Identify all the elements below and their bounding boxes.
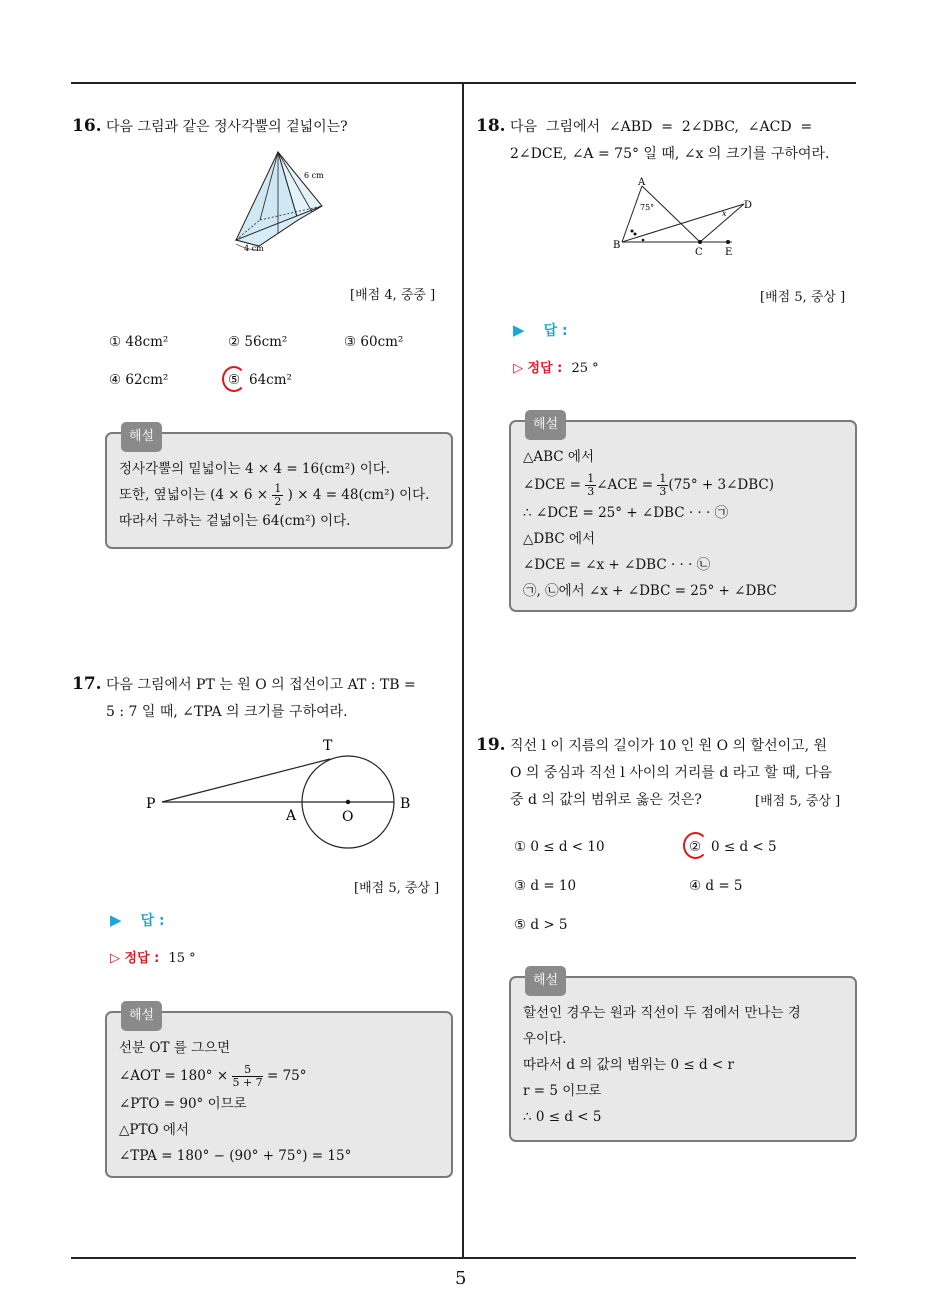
q19-selected-circle [683, 832, 708, 859]
q18-fig-C: C [695, 247, 703, 258]
q17-sol-line-2: ∠AOT = 180° × $\frac{5}{5 + 7}$ = 75° [119, 1063, 307, 1089]
q17-correct-label: ▷ 정답 : [110, 951, 160, 966]
page-number: 5 [455, 1268, 467, 1289]
q17-sol-line-4: △PTO 에서 [119, 1122, 189, 1138]
q18-fig-E: E [725, 247, 733, 258]
q19-choice-2-value[interactable]: 0 ≤ d < 5 [711, 839, 777, 855]
q17-answer-row[interactable] [110, 910, 165, 930]
q16-solution-box [105, 429, 453, 549]
q17-line-1: 다음 그림에서 PT 는 원 O 의 접선이고 AT : TB = [106, 677, 416, 693]
q18-sol-fraction-2: $\frac{1}{3}$ [659, 472, 667, 498]
q16-choice-5-value[interactable]: 64cm² [249, 372, 292, 388]
q18-fig-B: B [613, 240, 621, 251]
q19-choice-3[interactable]: ③ d = 10 [514, 878, 577, 894]
q17-sol-line-5: ∠TPA = 180° − (90° + 75°) = 15° [119, 1148, 352, 1164]
q16-number: 16. [72, 116, 102, 136]
q18-meta: [배점 5, 중상 ] [760, 290, 846, 305]
q17-circle-figure [140, 732, 430, 857]
q16-choice-2[interactable]: ② 56cm² [228, 334, 288, 350]
q16-solution-tag: 해설 [121, 422, 162, 452]
q18-sol-line-5: ∠DCE = ∠x + ∠DBC · · · ㉡ [523, 557, 711, 573]
q17-sol-fraction: $\frac{5}{5 + 7}$ [232, 1063, 263, 1089]
q19-solution-box [509, 973, 857, 1142]
q19-sol-line-5: ∴ 0 ≤ d < 5 [523, 1109, 602, 1125]
q17-fig-P: P [146, 796, 156, 812]
q18-sol-line-2: ∠DCE = $\frac{1}{3}$ ∠ACE = $\frac{1}{3}$ (75° + 3∠DBC) [523, 472, 774, 498]
q19-choice-2-marker[interactable]: ② [689, 839, 702, 855]
q16-pyramid-figure [230, 148, 330, 258]
q19-choice-4[interactable]: ④ d = 5 [689, 878, 743, 894]
q16-sol-line-3: 따라서 구하는 겉넓이는 64(cm²) 이다. [119, 513, 351, 529]
q16-choice-1[interactable]: ① 48cm² [109, 334, 169, 350]
q17-fig-B: B [400, 796, 411, 812]
q19-meta: [배점 5, 중상 ] [755, 794, 841, 809]
q17-fig-T: T [323, 738, 333, 754]
q17-solution-tag: 해설 [121, 1001, 162, 1031]
q16-text: 다음 그림과 같은 정사각뿔의 겉넓이는? [106, 119, 348, 135]
q17-correct-row [110, 947, 196, 966]
q18-sol-line-4: △DBC 에서 [523, 531, 596, 547]
q19-sol-line-2: 우이다. [523, 1031, 567, 1047]
q19-line-3: 중 d 의 값의 범위로 옳은 것은? [510, 792, 702, 808]
column-divider [462, 84, 464, 1258]
q19-choice-5[interactable]: ⑤ d > 5 [514, 917, 568, 933]
q18-sol-line-6: ㉠, ㉡에서 ∠x + ∠DBC = 25° + ∠DBC [523, 583, 777, 599]
q18-sol-line-3: ∴ ∠DCE = 25° + ∠DBC · · · ㉠ [523, 505, 729, 521]
q18-sol-line-1: △ABC 에서 [523, 449, 595, 465]
q18-fig-D: D [744, 200, 753, 211]
q19-choice-1[interactable]: ① 0 ≤ d < 10 [514, 839, 605, 855]
q16-fig-label-base: 4 cm [244, 244, 264, 253]
q18-correct-label: ▷ 정답 : [513, 361, 563, 376]
q19-sol-line-4: r = 5 이므로 [523, 1083, 602, 1099]
q16-sol-line-2: 또한, 옆넓이는 (4 × 6 × $\frac{1}{2}$ ) × 4 = 48(cm²) 이다. [119, 482, 430, 508]
q18-fig-A: A [638, 177, 646, 188]
q16-fig-label-side: 6 cm [304, 171, 324, 180]
q19-solution-tag: 해설 [525, 966, 566, 996]
q17-correct-value: 15 ° [168, 951, 196, 966]
play-icon: ▶ [513, 321, 525, 339]
q17-fig-A: A [286, 808, 297, 824]
q19-line-1: 직선 l 이 지름의 길이가 10 인 원 O 의 할선이고, 원 [510, 738, 828, 754]
q19-number: 19. [476, 735, 506, 755]
q18-answer-label: 답 : [543, 323, 568, 339]
q18-solution-box [509, 417, 857, 612]
q18-number: 18. [476, 116, 506, 136]
q18-line-2: 2∠DCE, ∠A = 75° 일 때, ∠x 의 크기를 구하여라. [510, 146, 830, 162]
q16-meta: [배점 4, 중중 ] [350, 288, 436, 303]
q17-sol-line-1: 선분 OT 를 그으면 [119, 1040, 231, 1056]
q18-sol-fraction-1: $\frac{1}{3}$ [587, 472, 595, 498]
q18-fig-angle: 75° [640, 203, 655, 212]
q17-sol-line-3: ∠PTO = 90° 이므로 [119, 1096, 247, 1112]
bottom-rule [71, 1257, 856, 1259]
q16-sol-fraction: $\frac{1}{2}$ [274, 482, 282, 508]
q18-solution-tag: 해설 [525, 410, 566, 440]
q16-choice-3[interactable]: ③ 60cm² [344, 334, 404, 350]
q17-meta: [배점 5, 중상 ] [354, 881, 440, 896]
q16-choice-5-marker[interactable]: ⑤ [228, 372, 241, 388]
q17-number: 17. [72, 674, 102, 694]
q16-sol-line-1: 정사각뿔의 밑넓이는 4 × 4 = 16(cm²) 이다. [119, 461, 391, 477]
q19-sol-line-1: 할선인 경우는 원과 직선이 두 점에서 만나는 경 [523, 1005, 801, 1021]
q18-triangle-figure [610, 176, 760, 258]
q19-sol-line-3: 따라서 d 의 값의 범위는 0 ≤ d < r [523, 1057, 734, 1073]
q18-correct-value: 25 ° [571, 361, 599, 376]
q16-choice-4[interactable]: ④ 62cm² [109, 372, 169, 388]
q18-correct-row [513, 357, 599, 376]
q17-solution-box [105, 1008, 453, 1178]
play-icon: ▶ [110, 911, 122, 929]
q17-answer-label: 답 : [140, 913, 165, 929]
q18-fig-x: x [722, 209, 727, 218]
q19-line-2: O 의 중심과 직선 l 사이의 거리를 d 라고 할 때, 다음 [510, 765, 832, 781]
q18-line-1: 다음 그림에서 ∠ABD = 2∠DBC, ∠ACD = [510, 119, 813, 135]
q16-selected-circle [222, 366, 246, 392]
q17-line-2: 5 : 7 일 때, ∠TPA 의 크기를 구하여라. [106, 704, 348, 720]
q17-fig-O: O [342, 809, 354, 825]
q18-answer-row[interactable] [513, 320, 568, 340]
